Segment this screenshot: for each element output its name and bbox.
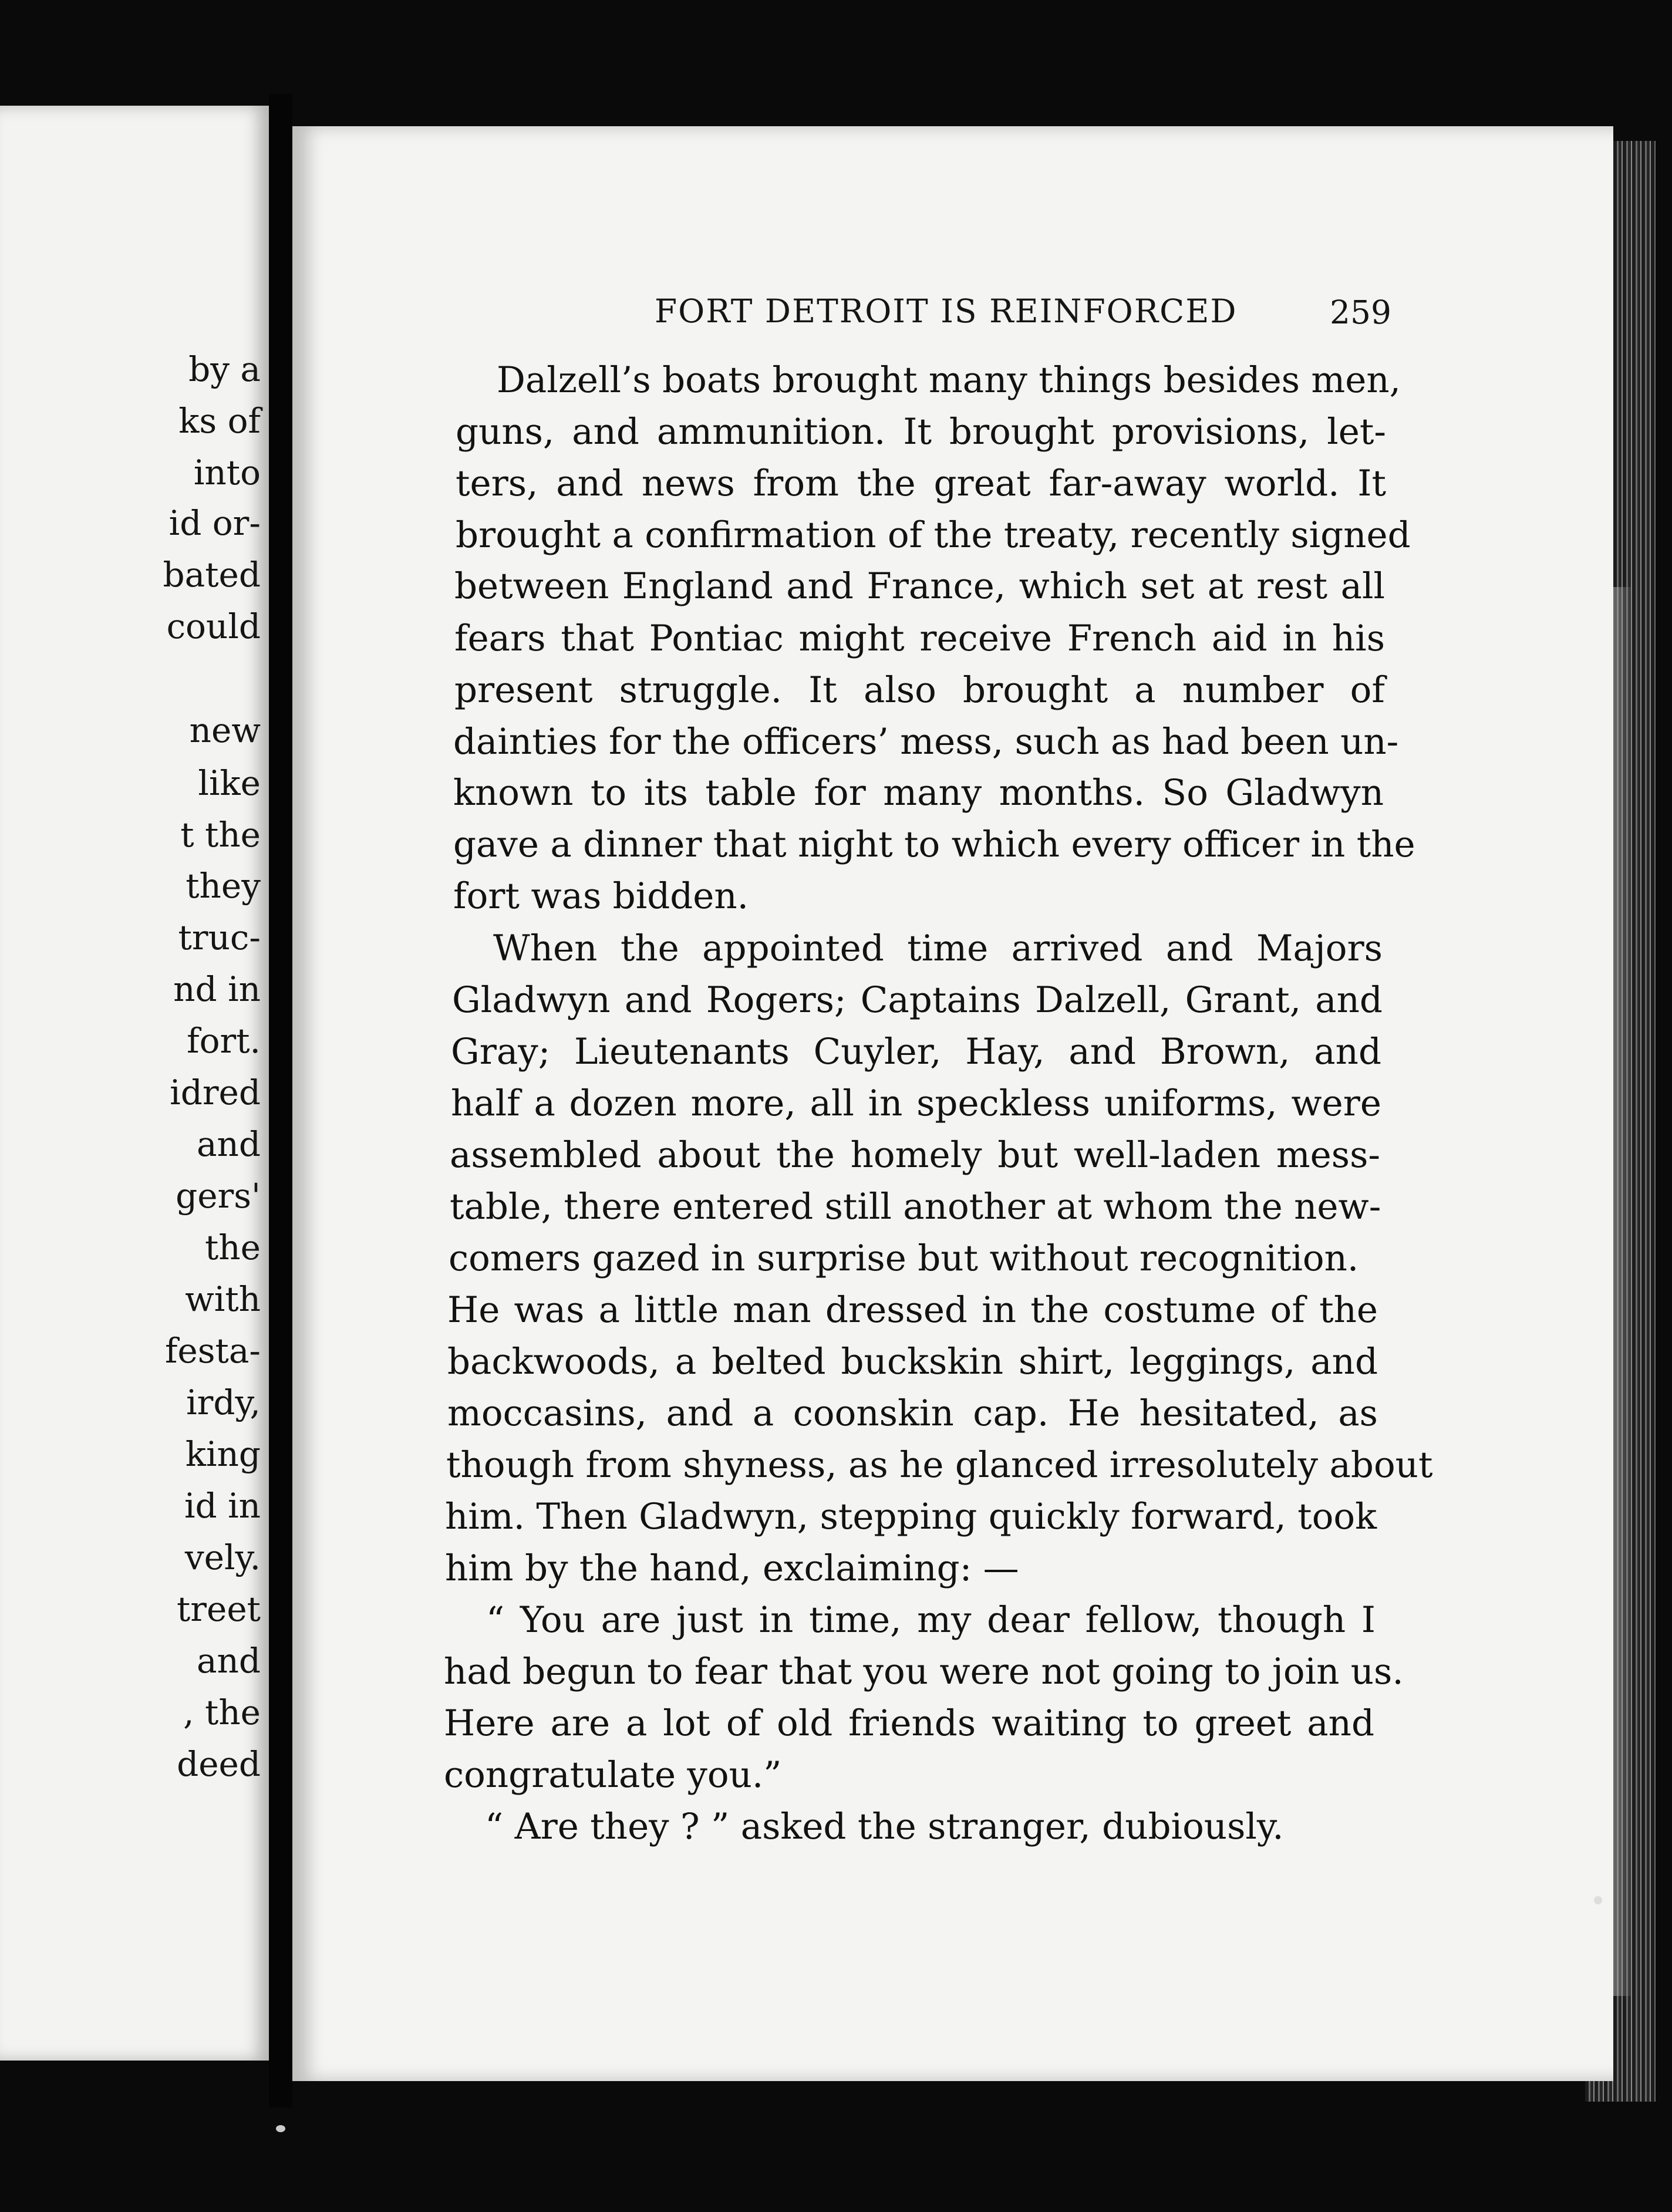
left-page-line: into: [193, 453, 261, 493]
left-page-line: like: [198, 763, 261, 803]
left-page-line: gers': [176, 1176, 261, 1216]
left-page-line: id or-: [168, 503, 261, 543]
left-page-line: treet: [177, 1589, 261, 1629]
text-line: fort was bidden.: [453, 875, 749, 917]
left-page-line: id in: [184, 1486, 261, 1526]
text-line: table, there entered still another at whom the new-: [450, 1186, 1381, 1228]
left-page-line: nd in: [173, 969, 261, 1009]
text-line: half a dozen more, all in speckless uniforms, were: [451, 1083, 1381, 1124]
left-page-line: and: [196, 1124, 261, 1164]
text-line: Gladwyn and Rogers; Captains Dalzell, Grant, and: [452, 979, 1383, 1021]
left-page-line: festa-: [164, 1331, 261, 1371]
left-page-line: truc-: [178, 918, 261, 957]
text-line: When the appointed time arrived and Majors: [493, 928, 1383, 969]
text-line: gave a dinner that night to which every officer in the: [453, 824, 1415, 865]
scan-speck: [1594, 1896, 1602, 1904]
left-page-line: the: [205, 1228, 261, 1267]
left-page-line: with: [185, 1279, 261, 1319]
text-line: “ You are just in time, my dear fellow, though I: [486, 1599, 1376, 1641]
text-line: guns, and ammunition. It brought provisions, let-: [456, 411, 1386, 453]
left-page-line: idred: [170, 1073, 261, 1112]
text-line: assembled about the homely but well-laden mess-: [450, 1134, 1380, 1176]
left-page-line: irdy,: [186, 1382, 261, 1422]
scan-speck: [276, 2125, 285, 2132]
text-line: him. Then Gladwyn, stepping quickly forward, took: [445, 1496, 1377, 1537]
left-page-line: t the: [180, 815, 261, 855]
text-line: brought a confirmation of the treaty, recently signed: [456, 514, 1411, 556]
page-number: 259: [1330, 294, 1391, 331]
left-page-line: bated: [163, 555, 261, 595]
text-line: comers gazed in surprise but without recognition.: [449, 1237, 1359, 1279]
text-line: congratulate you.”: [444, 1754, 782, 1796]
text-line: “ Are they ? ” asked the stranger, dubiously.: [485, 1806, 1284, 1847]
left-page-line: new: [189, 710, 261, 750]
text-line: him by the hand, exclaiming: —: [445, 1547, 1019, 1589]
text-line: moccasins, and a coonskin cap. He hesitated, as: [447, 1392, 1378, 1434]
left-page-line: deed: [177, 1744, 261, 1784]
left-page-line: , the: [183, 1692, 261, 1732]
book-gutter: [269, 94, 292, 2108]
text-line: had begun to fear that you were not going to join us.: [444, 1651, 1404, 1692]
left-page-line: and: [196, 1641, 261, 1681]
text-line: though from shyness, as he glanced irresolutely about: [446, 1444, 1433, 1486]
left-page-line: ks of: [178, 401, 261, 441]
left-page-line: vely.: [184, 1537, 261, 1577]
left-page-line: king: [185, 1434, 261, 1474]
text-line: backwoods, a belted buckskin shirt, leggings, and: [447, 1341, 1378, 1382]
text-line: Dalzell’s boats brought many things besides men,: [497, 359, 1401, 401]
text-line: He was a little man dressed in the costume of the: [447, 1289, 1378, 1331]
text-line: fears that Pontiac might receive French aid in his: [454, 618, 1385, 659]
left-page-line: they: [186, 866, 261, 906]
left-page-line: by a: [188, 349, 261, 389]
text-line: Here are a lot of old friends waiting to greet and: [444, 1702, 1374, 1744]
text-line: known to its table for many months. So Gladwyn: [453, 772, 1384, 814]
running-head: FORT DETROIT IS REINFORCED: [655, 292, 1238, 330]
text-line: dainties for the officers’ mess, such as had been un-: [453, 721, 1399, 763]
left-page: [0, 106, 269, 2061]
text-line: between England and France, which set at rest all: [454, 565, 1385, 607]
left-page-line: fort.: [187, 1021, 261, 1061]
text-line: ters, and news from the great far-away world. It: [456, 463, 1386, 504]
text-line: Gray; Lieutenants Cuyler, Hay, and Brown, and: [451, 1031, 1381, 1073]
left-page-line: could: [166, 606, 261, 646]
text-line: present struggle. It also brought a number of: [454, 669, 1385, 711]
